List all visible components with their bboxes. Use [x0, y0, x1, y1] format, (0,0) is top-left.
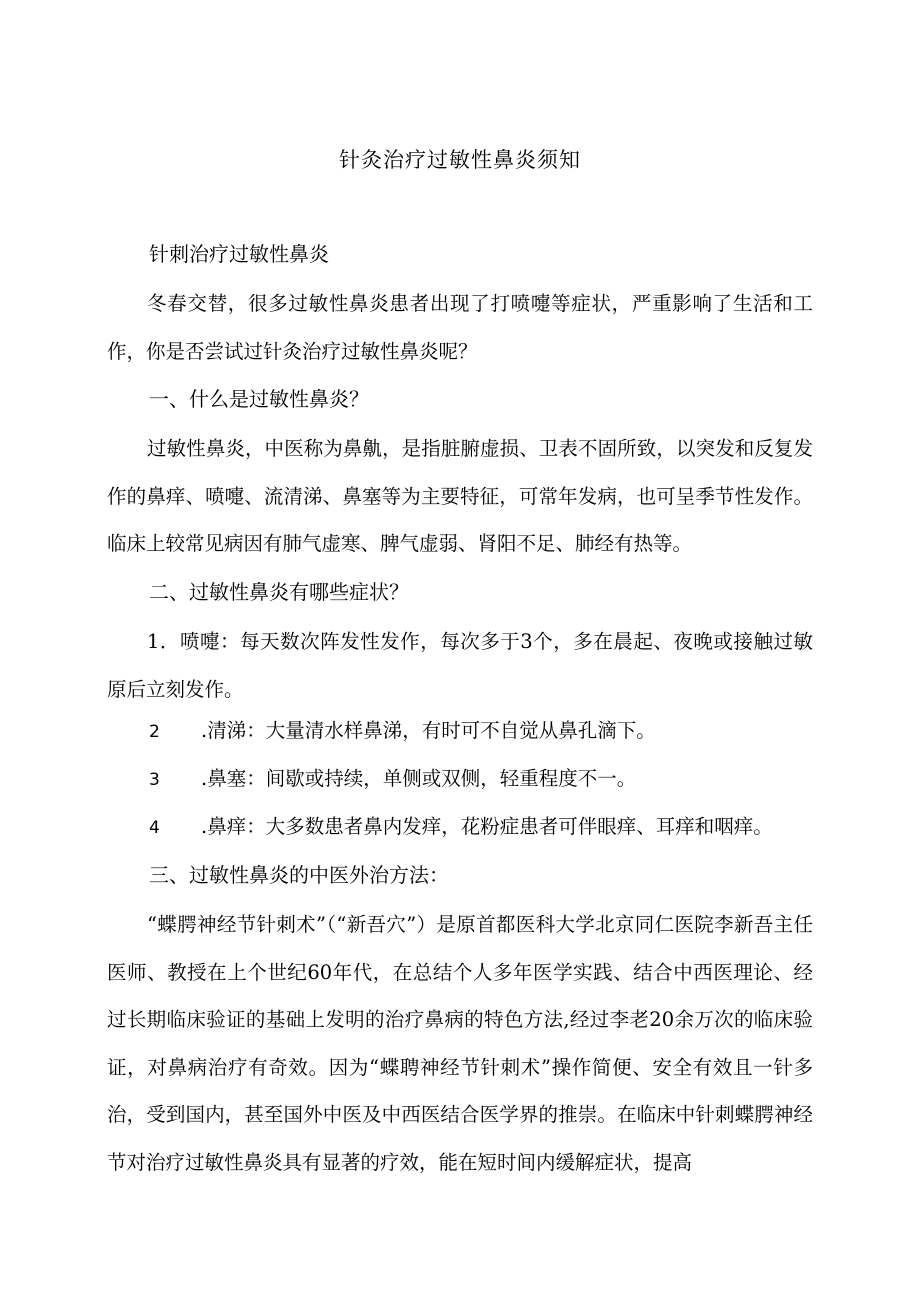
symptom-item-3 [149, 764, 636, 795]
section-1-heading: 一、什么是过敏性鼻炎？ [149, 387, 369, 411]
section-3-paragraph: “蝶腭神经节针刺术”（“新吾穴”）是原首都医科大学北京同仁医院李新吾主任医师、教授在上个世纪60年代，在总结个人多年医学实践、结合中西医理论、经过长期临床验证的基础上发明的治疗鼻病的特色方法,经过李老20余万次的临床验证，对鼻病治疗有奇效。因为“蝶聘神经节针刺术”操作简便、安全有效且一针多治，受到国内，甚至国外中医及中西医结合医学界的推崇。在临床中针刺蝶腭神经节对治疗过敏性鼻炎具有显著的疗效，能在短时间内缓解症状，提高 [107, 913, 813, 1174]
symptom-text: .清涕：大量清水样鼻涕，有时可不自觉从鼻孔滴下。 [201, 719, 656, 742]
section-1-paragraph: 过敏性鼻炎，中医称为鼻鼽，是指脏腑虚损、卫表不固所致，以突发和反复发作的鼻痒、喷嚏、流清涕、鼻塞等为主要特征，可常年发病，也可呈季节性发作。临床上较常见病因有肺气虚寒、脾气虚弱、肾阳不足、肺经有热等。 [107, 437, 813, 555]
intro-paragraph: 冬春交替，很多过敏性鼻炎患者出现了打喷嚏等症状，严重影响了生活和工作，你是否尝试过针灸治疗过敏性鼻炎呢？ [107, 292, 813, 363]
symptom-number: 2 [149, 722, 160, 742]
symptom-number: 4 [149, 818, 160, 838]
symptom-text: .鼻痒：大多数患者鼻内发痒，花粉症患者可伴眼痒、耳痒和咽痒。 [201, 815, 773, 838]
symptom-item-4 [149, 812, 773, 843]
symptom-number: 3 [149, 770, 160, 790]
symptom-text: .鼻塞：间歇或持续，单侧或双侧，轻重程度不一。 [201, 767, 637, 790]
symptom-item-2 [149, 716, 656, 747]
document-title: 针灸治疗过敏性鼻炎须知 [339, 148, 581, 172]
section-3-heading: 三、过敏性鼻炎的中医外治方法： [149, 863, 449, 887]
symptom-item-1: 1．喷嚏：每天数次阵发性发作，每次多于3个，多在晨起、夜晚或接触过敏原后立刻发作。 [107, 630, 813, 701]
section-2-heading: 二、过敏性鼻炎有哪些症状？ [149, 580, 409, 604]
document-subtitle: 针刺治疗过敏性鼻炎 [149, 242, 329, 266]
